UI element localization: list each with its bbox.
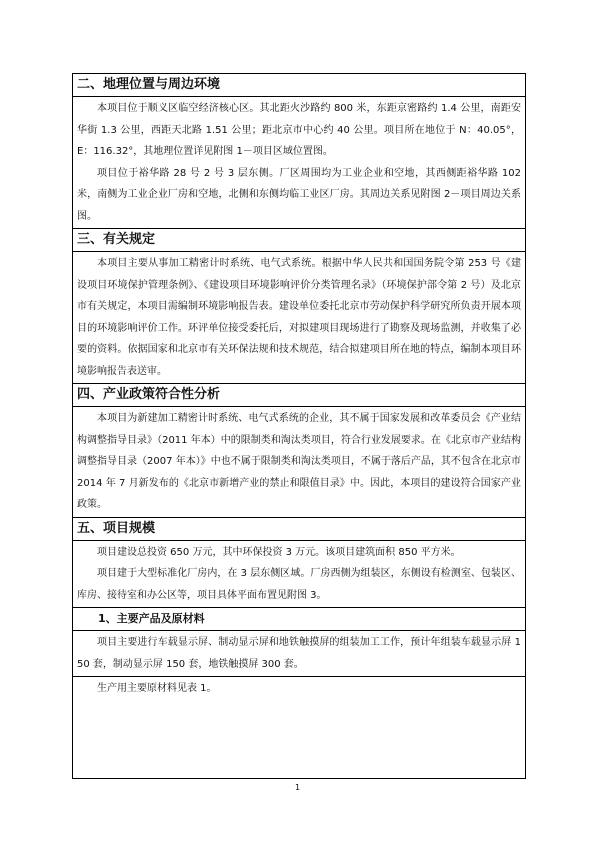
scale-paragraph-1: 项目建设总投资 650 万元，其中环保投资 3 万元。该项目建筑面积 850 平方米。 (97, 546, 461, 558)
section-body-scale (73, 540, 525, 608)
geo-paragraph-1: 本项目位于顺义区临空经济核心区。其北距火沙路约 800 米，东距京密路约 1.4 公里，南距安华街 1.3 公里，西距天北路 1.51 公里；距北京市中心约 40 公里。项目所在地位于 N：40.05°，E：116.32°，其地理位置详见附图 1－项目区域位置图。 (77, 103, 521, 157)
section-body-products (73, 630, 525, 676)
subsection-heading-products: 1、主要产品及原材料 (73, 607, 525, 630)
section-heading-geo: 二、地理位置与周边环境 (77, 77, 221, 92)
section-heading-rules: 三、有关规定 (73, 228, 525, 251)
section-heading-scale: 五、项目规模 (73, 517, 525, 540)
page-number: 1 (294, 783, 301, 792)
section-body-geo (73, 96, 525, 228)
products-paragraph-1: 项目主要进行车载显示屏、制动显示屏和地铁触摸屏的组装加工工作，预计年组装车载显示屏 150 套，制动显示屏 150 套，地铁触摸屏 300 套。 (77, 637, 521, 670)
policy-paragraph-1: 本项目为新建加工精密计时系统、电气式系统的企业，其不属于国家发展和改革委员会《产业结构调整指导目录》（2011 年本）中的限制类和淘汰类项目，符合行业发展要求。在《北京市产业结构调整指导目录（2007 年本）》中也不属于限制类和淘汰类项目，不属于落后产品，其不包含在北京市 2014 年 7 月新发布的《北京市新增产业的禁止和限值目录》中。因此，本项目的建设符合国家产业政策。 (77, 413, 521, 510)
section-body-policy (73, 406, 525, 517)
materials-paragraph-1: 生产用主要原材料见表 1。 (97, 683, 217, 694)
geo-paragraph-2: 项目位于裕华路 28 号 2 号 3 层东侧。厂区周围均为工业企业和空地，其西侧距裕华路 102 米，南侧为工业企业厂房和空地，北侧和东侧均临工业区厂房。其周边关系见附图 2－项目周边关系图。 (77, 167, 521, 222)
section-heading-policy: 四、产业政策符合性分析 (73, 383, 525, 406)
section-body-rules (73, 251, 525, 383)
rules-paragraph-1: 本项目主要从事加工精密计时系统、电气式系统。根据中华人民共和国国务院令第 253 号《建设项目环境保护管理条例》、《建设项目环境影响评价分类管理名录》（环境保护部令第 2 号）及北京市有关规定，本项目需编制环境影响报告表。建设单位委托北京市劳动保护科学研究所负责开展本项目的环境影响评价工作。环评单位接受委托后，对拟建项目现场进行了勘察及现场监测，并收集了必要的资料。依据国家和北京市有关环保法规和技术规范，结合拟建项目所在地的特点，编制本项目环境影响报告表送审。 (77, 258, 521, 377)
document-table-frame (72, 73, 526, 779)
section-body-materials (73, 676, 525, 701)
scale-paragraph-2: 项目建于大型标准化厂房内，在 3 层东侧区域。厂房西侧为组装区，东侧设有检测室、包装区、库房、接待室和办公区等，项目具体平面布置见附图 3。 (77, 568, 521, 601)
